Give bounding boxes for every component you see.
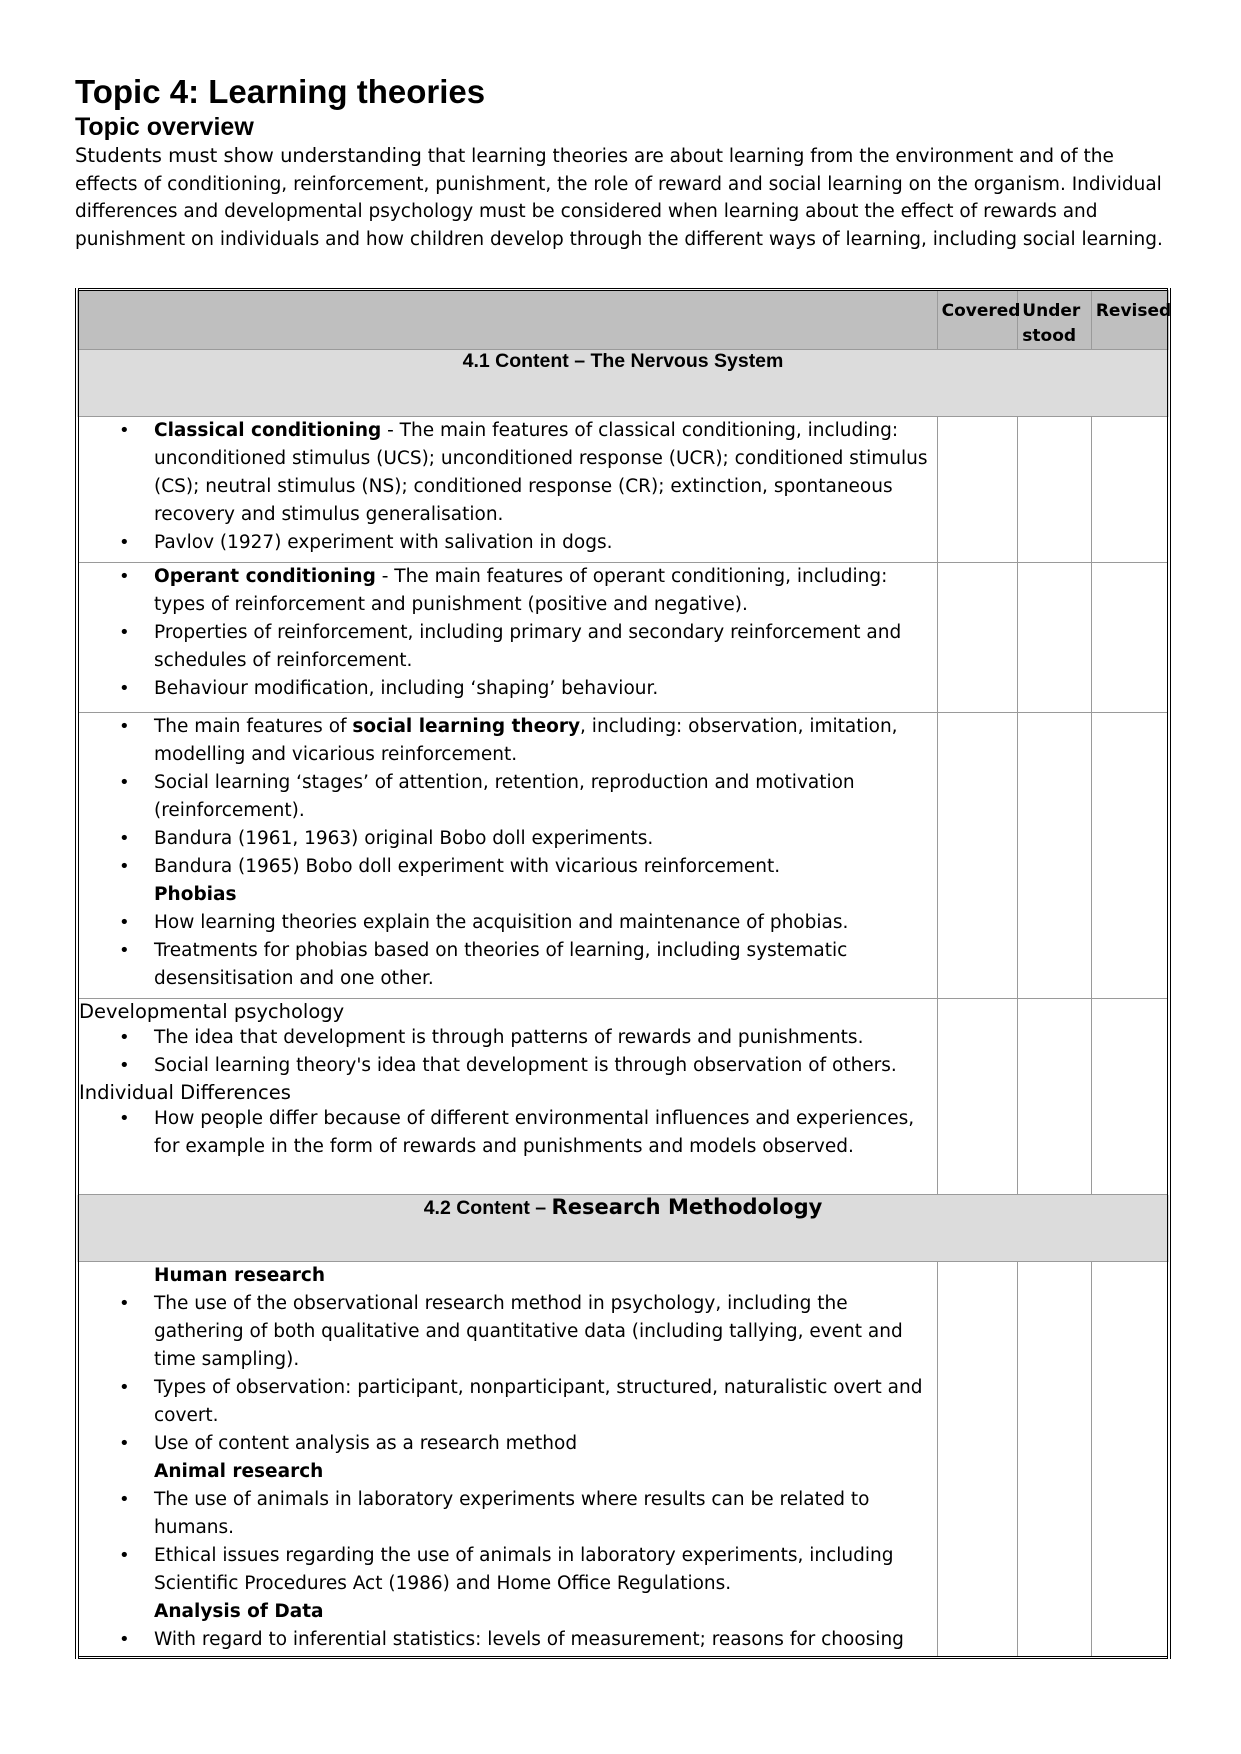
list-item: • With regard to inferential statistics: levels of measurement; reasons for choosing	[154, 1626, 937, 1654]
overview-paragraph	[75, 142, 1175, 253]
list-item: • Operant conditioning - The main features of operant conditioning, including: types of reinforcement and punishment (positive and negative).	[154, 563, 937, 619]
understood-checkbox-cell[interactable]	[1018, 999, 1092, 1195]
subheading-phobias: Phobias	[154, 884, 237, 905]
list-item: • How learning theories explain the acquisition and maintenance of phobias.	[154, 909, 937, 937]
content-cell	[77, 713, 937, 999]
list-item: • Properties of reinforcement, including primary and secondary reinforcement and schedules of reinforcement.	[154, 619, 937, 675]
content-row-operant	[77, 563, 1169, 713]
list-item: • The use of animals in laboratory experiments where results can be related to humans.	[154, 1486, 937, 1542]
header-covered: Covered	[937, 290, 1018, 350]
subheading-human-research: Human research	[154, 1265, 325, 1286]
content-row-developmental	[77, 999, 1169, 1195]
content-row-classical	[77, 417, 1169, 563]
list-item: • Treatments for phobias based on theories of learning, including systematic desensitisation and one other.	[154, 937, 937, 993]
list-item: • The use of the observational research method in psychology, including the gathering of both qualitative and quantitative data (including tallying, event and time sampling).	[154, 1290, 937, 1374]
understood-checkbox-cell[interactable]	[1018, 1262, 1092, 1658]
list-item: • How people differ because of different environmental influences and experiences, for example in the form of rewards and punishments and models observed.	[154, 1105, 937, 1161]
content-row-social-learning	[77, 713, 1169, 999]
list-item: • Ethical issues regarding the use of animals in laboratory experiments, including Scientific Procedures Act (1986) and Home Office Regulations.	[154, 1542, 937, 1598]
list-item: • Social learning ‘stages’ of attention, retention, reproduction and motivation (reinforcement).	[154, 769, 937, 825]
content-cell	[77, 999, 937, 1195]
list-item: • Social learning theory's idea that development is through observation of others.	[154, 1052, 937, 1080]
subheading-animal-research: Animal research	[154, 1461, 324, 1482]
covered-checkbox-cell[interactable]	[937, 417, 1018, 563]
revised-checkbox-cell[interactable]	[1091, 999, 1169, 1195]
document-page	[75, 72, 1175, 253]
overview-lead: Students must show understanding	[75, 144, 422, 167]
list-item: • The main features of social learning theory, including: observation, imitation, modelling and vicarious reinforcement.	[154, 713, 937, 769]
subheading-individual-differences: Individual Differences	[79, 1081, 291, 1104]
covered-checkbox-cell[interactable]	[937, 563, 1018, 713]
header-blank	[77, 290, 937, 350]
subheading-analysis-of-data: Analysis of Data	[154, 1601, 324, 1622]
section-heading: 4.2 Content – Research Methodology	[77, 1195, 1169, 1262]
revised-checkbox-cell[interactable]	[1091, 713, 1169, 999]
section-row-4-1	[77, 350, 1169, 417]
revised-checkbox-cell[interactable]	[1091, 563, 1169, 713]
list-item: • The idea that development is through patterns of rewards and punishments.	[154, 1024, 937, 1052]
list-item: • Bandura (1965) Bobo doll experiment with vicarious reinforcement.	[154, 853, 937, 881]
list-item: • Classical conditioning - The main features of classical conditioning, including: unconditioned stimulus (UCS); unconditioned response (UCR); conditioned stimulus (CS); neutral stimulus (NS); conditioned response (CR); extinction, spontaneous recovery and stimulus generalisation.	[154, 417, 937, 529]
section-heading: 4.1 Content – The Nervous System	[77, 350, 1169, 417]
section-row-4-2	[77, 1195, 1169, 1262]
checklist-table	[75, 288, 1171, 1659]
header-revised: Revised	[1091, 290, 1169, 350]
covered-checkbox-cell[interactable]	[937, 713, 1018, 999]
list-item: • Behaviour modification, including ‘shaping’ behaviour.	[154, 675, 937, 703]
header-understood: Under stood	[1018, 290, 1092, 350]
revised-checkbox-cell[interactable]	[1091, 417, 1169, 563]
list-item: • Use of content analysis as a research method	[154, 1430, 937, 1458]
understood-checkbox-cell[interactable]	[1018, 417, 1092, 563]
overview-text: that learning theories are about learning from the environment and of the effects of conditioning, reinforcement, punishment, the role of reward and social learning on the organism. Individual differences and developmental psychology must be considered when learning about the effect of rewards and punishment on individuals and how children develop through the different ways of learning, including social learning.	[75, 146, 1163, 250]
content-cell	[77, 1262, 937, 1658]
content-cell	[77, 417, 937, 563]
page-subtitle: Topic overview	[75, 113, 254, 141]
list-item: • Types of observation: participant, nonparticipant, structured, naturalistic overt and covert.	[154, 1374, 937, 1430]
revised-checkbox-cell[interactable]	[1091, 1262, 1169, 1658]
header-row	[77, 290, 1169, 350]
understood-checkbox-cell[interactable]	[1018, 713, 1092, 999]
content-row-research	[77, 1262, 1169, 1658]
understood-checkbox-cell[interactable]	[1018, 563, 1092, 713]
subheading-developmental: Developmental psychology	[79, 1000, 345, 1023]
list-item: • Bandura (1961, 1963) original Bobo doll experiments.	[154, 825, 937, 853]
content-cell	[77, 563, 937, 713]
covered-checkbox-cell[interactable]	[937, 1262, 1018, 1658]
covered-checkbox-cell[interactable]	[937, 999, 1018, 1195]
page-title: Topic 4: Learning theories	[75, 73, 486, 110]
list-item: • Pavlov (1927) experiment with salivation in dogs.	[154, 529, 937, 557]
